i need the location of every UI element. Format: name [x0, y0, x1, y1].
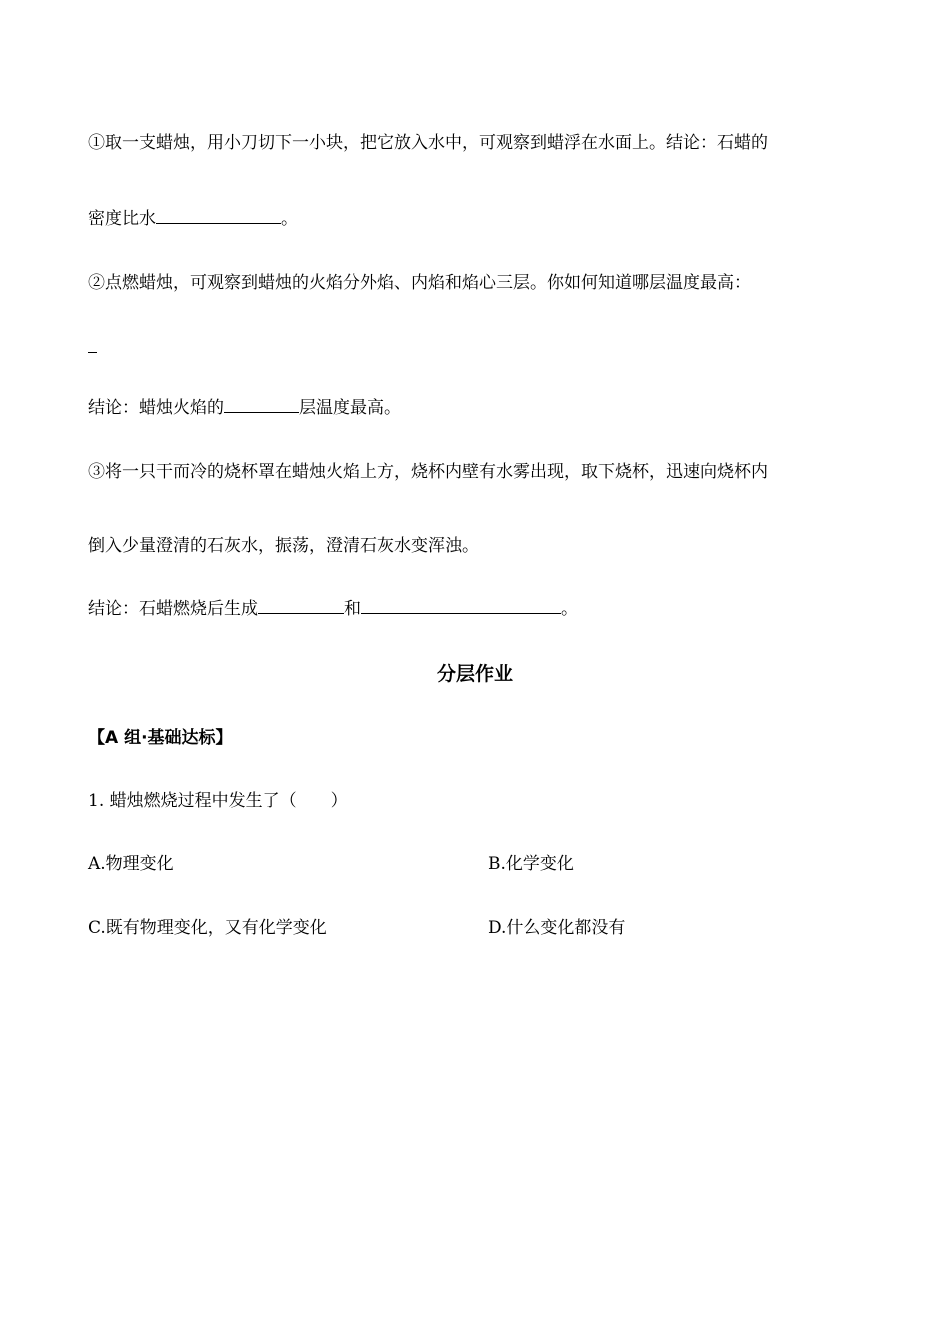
step3-line2 [88, 534, 479, 558]
answer-blank-product-1[interactable] [258, 597, 344, 614]
option-a[interactable]: A.物理变化 [88, 854, 174, 874]
step3-conclusion [88, 597, 578, 621]
step1-suffix: 。 [281, 209, 298, 229]
step3-conclusion-middle: 和 [344, 599, 361, 619]
question-1-text: 1. 蜡烛燃烧过程中发生了（ ） [88, 791, 348, 811]
answer-blank-density[interactable] [156, 207, 281, 224]
step1-text: ①取一支蜡烛，用小刀切下一小块，把它放入水中，可观察到蜡浮在水面上。结论：石蜡的 [88, 133, 768, 153]
step1-line1 [88, 131, 768, 155]
option-b[interactable]: B.化学变化 [488, 854, 574, 874]
option-c[interactable]: C.既有物理变化，又有化学变化 [88, 918, 327, 938]
step2-conclusion-prefix: 结论：蜡烛火焰的 [88, 398, 224, 418]
step3-text-1: ③将一只干而冷的烧杯罩在蜡烛火焰上方，烧杯内壁有水雾出现，取下烧杯，迅速向烧杯内 [88, 462, 768, 482]
step1-prefix: 密度比水 [88, 209, 156, 229]
step3-line1 [88, 460, 768, 484]
group-a-title: 【A 组·基础达标】 [88, 728, 233, 748]
option-d[interactable]: D.什么变化都没有 [488, 918, 626, 938]
step2-line1 [88, 271, 751, 295]
step2-conclusion-suffix: 层温度最高。 [299, 398, 401, 418]
question-1-stem [88, 789, 348, 813]
answer-blank-product-2[interactable] [361, 597, 561, 614]
section-title: 分层作业 [436, 663, 513, 685]
step3-conclusion-suffix: 。 [561, 599, 578, 619]
answer-blank-method[interactable] [88, 352, 97, 353]
step2-conclusion [88, 396, 401, 420]
step3-text-2: 倒入少量澄清的石灰水，振荡，澄清石灰水变浑浊。 [88, 536, 479, 556]
answer-blank-flame-layer[interactable] [224, 396, 299, 413]
step3-conclusion-prefix: 结论：石蜡燃烧后生成 [88, 599, 258, 619]
step1-line2 [88, 207, 298, 231]
step2-text: ②点燃蜡烛，可观察到蜡烛的火焰分外焰、内焰和焰心三层。你如何知道哪层温度最高： [88, 273, 751, 293]
